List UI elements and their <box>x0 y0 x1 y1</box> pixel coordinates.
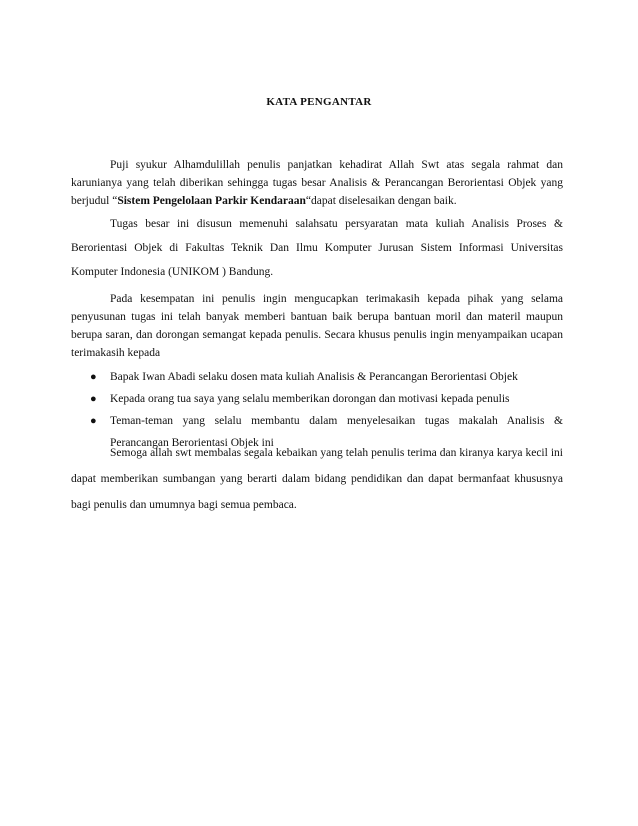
list-item <box>71 388 563 410</box>
closing-text: Semoga allah swt membalas segala kebaikan yang telah penulis terima dan kiranya karya kecil ini dapat memberikan sumbangan yang berarti dalam bidang pendidikan dan dapat bermanfaat khususnya bagi penulis dan umumnya bagi semua pembaca. <box>71 447 563 511</box>
list-item-text: Teman-teman yang selalu membantu dalam menyelesaikan tugas makalah Analisis & Perancangan Berorientasi Objek ini <box>110 415 563 449</box>
list-item-text: Kepada orang tua saya yang selalu memberikan dorongan dan motivasi kepada penulis <box>110 393 510 405</box>
paragraph-closing <box>71 440 563 518</box>
bullet-icon: ● <box>90 371 97 383</box>
page-title: KATA PENGANTAR <box>266 96 372 108</box>
purpose-text: Tugas besar ini disusun memenuhi salahsatu persyaratan mata kuliah Analisis Proses & Berorientasi Objek di Fakultas Teknik Dan Ilmu Komputer Jurusan Sistem Informasi Universitas Komputer Indonesia (UNIKOM ) Bandung. <box>71 218 563 278</box>
thanks-text: Pada kesempatan ini penulis ingin mengucapkan terimakasih kepada pihak yang selama penyusunan tugas ini telah banyak memberi bantuan baik berupa bantuan moril dan materil maupun berupa saran, dan dorongan semangat kepada penulis. Secara khusus penulis ingin menyampaikan ucapan terimakasih kepada <box>71 293 563 359</box>
list-item <box>71 366 563 388</box>
intro-text-end: “dapat diselesaikan dengan baik. <box>305 195 457 207</box>
list-item-text: Bapak Iwan Abadi selaku dosen mata kuliah Analisis & Perancangan Berorientasi Objek <box>110 371 518 383</box>
paragraph-purpose <box>71 212 563 284</box>
bullet-icon: ● <box>90 415 97 427</box>
bullet-icon: ● <box>90 393 97 405</box>
paragraph-intro <box>71 156 563 210</box>
project-title: Sistem Pengelolaan Parkir Kendaraan <box>117 195 306 207</box>
intro-text: Puji syukur Alhamdulillah penulis panjatkan kehadirat Allah Swt atas segala rahmat dan karunianya yang telah diberikan sehingga tugas besar Analisis & Perancangan Berorientasi Objek yang berjudul “ <box>71 159 563 207</box>
paragraph-thanks <box>71 290 563 362</box>
